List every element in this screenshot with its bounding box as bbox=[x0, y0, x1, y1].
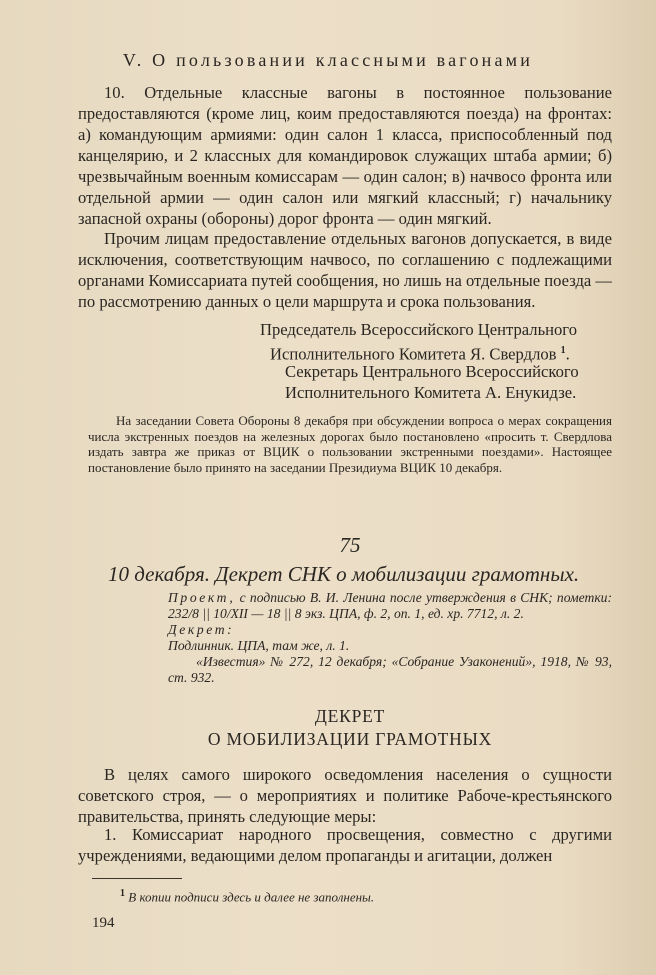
decree-heading: ДЕКРЕТ bbox=[314, 706, 386, 726]
decree-intro: В целях самого широкого осведомления населения о сущности советского строя, — о мероприятиях и политике Рабоче-крестьянского правительства, принять следующие меры: bbox=[78, 765, 612, 826]
editorial-note: На заседании Совета Обороны 8 декабря при обсуждении вопроса о мерах сокращения числа экстренных поездов на железных дорогах было постановлено «просить т. Свердлова издать завтра же приказ от ВЦИК о пользовании экстренными поездами». Настоящее постановление было принято на заседании Президиума ВЦИК 10 декабря. bbox=[88, 413, 612, 475]
document-number: 75 bbox=[339, 533, 361, 557]
decree-subheading: О МОБИЛИЗАЦИИ ГРАМОТНЫХ bbox=[207, 729, 493, 749]
signature-chairman-end: . bbox=[565, 344, 570, 364]
footnote bbox=[120, 888, 374, 905]
document-source bbox=[168, 590, 612, 686]
footnote-text: В копии подписи здесь и далее не заполнены. bbox=[128, 889, 375, 905]
document-title: 10 декабря. Декрет СНК о мобилизации грамотных. bbox=[108, 562, 580, 586]
footnote-marker: 1 bbox=[560, 345, 566, 356]
signature-chairman-line1: Председатель Всероссийского Центрального bbox=[260, 320, 577, 339]
signature-chairman-name: Исполнительного Комитета Я. Свердлов bbox=[270, 344, 557, 364]
paragraph-other-persons: Прочим лицам предоставление отдельных вагонов допускается, в виде исключения, соответствующим начвосо, по соглашению с подлежащими органами Комиссариата путей сообщения, но лишь на отдельные поезда — по рассмотрению данных о цели маршрута и срока пользования. bbox=[78, 229, 613, 311]
signature-secretary-line1: Секретарь Центрального Всероссийского bbox=[285, 362, 579, 381]
source-lead: Проект, bbox=[168, 590, 236, 605]
signature-secretary bbox=[285, 361, 579, 403]
source-original: Подлинник. ЦПА, там же, л. 1. bbox=[168, 638, 350, 653]
footnote-mark: 1 bbox=[120, 888, 125, 899]
paragraph-10: 10. Отдельные классные вагоны в постоянное пользование предоставляются (кроме лиц, коим предоставляются поезда) на фронтах: а) командующим армиями: один салон 1 класса, приспособленный под канцелярию, и 2 классных для командировок служащих штаба армии; б) чрезвычайным военным комиссарам — один салон; в) начвосо фронта или отдельной армии — один салон или мягкий классный; г) начальнику запасной охраны (обороны) дорог фронта — один мягкий. bbox=[78, 83, 612, 228]
source-publications: «Известия» № 272, 12 декабря; «Собрание Узаконений», 1918, № 93, ст. 932. bbox=[168, 654, 612, 685]
signature-chairman bbox=[260, 319, 577, 365]
page-number: 194 bbox=[92, 915, 115, 931]
footnote-divider bbox=[92, 878, 182, 879]
section-heading: V. О пользовании классными вагонами bbox=[122, 50, 534, 70]
decree-point-1: 1. Комиссариат народного просвещения, совместно с другими учреждениями, ведающими делом пропаганды и агитации, должен bbox=[78, 825, 612, 865]
source-decree-label: Декрет: bbox=[168, 622, 235, 637]
source-draft: с подписью В. И. Ленина после утверждения в СНК; пометки: 232/8 || 10/XII — 18 || 8 экз. ЦПА, ф. 2, оп. 1, ед. хр. 7712, л. 2. bbox=[168, 590, 612, 621]
signature-secretary-line2: Исполнительного Комитета А. Енукидзе. bbox=[285, 383, 577, 402]
